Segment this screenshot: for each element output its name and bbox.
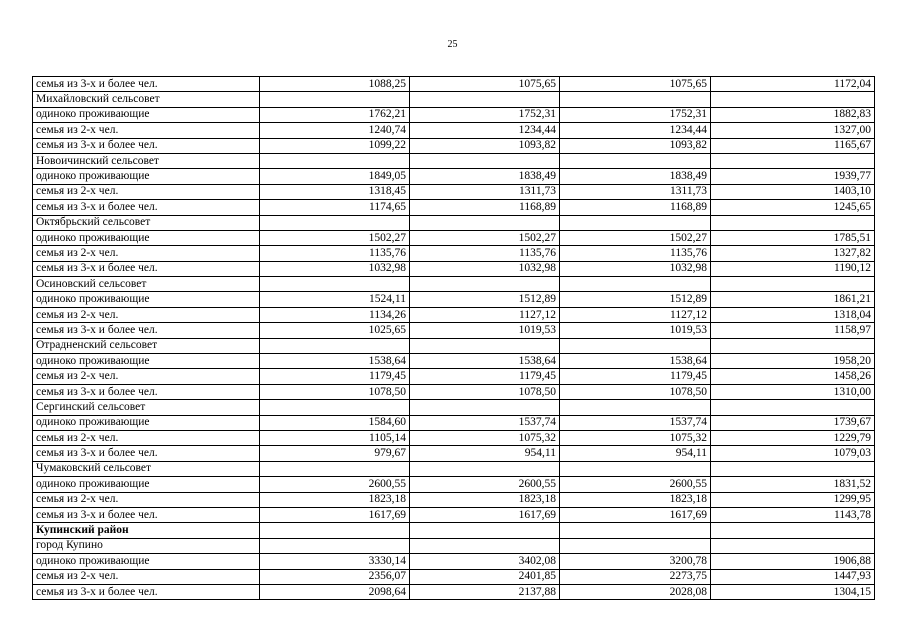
table-row [33, 415, 875, 430]
value-cell-4 [711, 461, 875, 476]
value-cell-3: 1019,53 [560, 323, 711, 338]
value-cell-2 [410, 153, 560, 168]
value-cell-1 [260, 277, 410, 292]
value-cell-2 [410, 338, 560, 353]
table-row [33, 584, 875, 599]
row-label: семья из 3-х и более чел. [33, 384, 260, 399]
value-cell-4 [711, 153, 875, 168]
value-cell-4 [711, 523, 875, 538]
row-label: семья из 3-х и более чел. [33, 200, 260, 215]
district-heading-row [33, 523, 875, 538]
row-label: одиноко проживающие [33, 230, 260, 245]
value-cell-3: 1838,49 [560, 169, 711, 184]
row-label: семья из 3-х и более чел. [33, 446, 260, 461]
value-cell-2: 1135,76 [410, 246, 560, 261]
value-cell-2: 1019,53 [410, 323, 560, 338]
value-cell-4: 1882,83 [711, 107, 875, 122]
value-cell-3: 1234,44 [560, 123, 711, 138]
value-cell-2: 1075,32 [410, 430, 560, 445]
row-label: семья из 3-х и более чел. [33, 507, 260, 522]
value-cell-4: 1906,88 [711, 554, 875, 569]
section-name: Чумаковский сельсовет [33, 461, 260, 476]
section-heading-row [33, 461, 875, 476]
row-label: одиноко проживающие [33, 477, 260, 492]
row-label: семья из 2-х чел. [33, 184, 260, 199]
value-cell-1: 2098,64 [260, 584, 410, 599]
table-row [33, 430, 875, 445]
value-cell-3: 1078,50 [560, 384, 711, 399]
value-cell-1: 2600,55 [260, 477, 410, 492]
value-cell-2 [410, 538, 560, 553]
table-row [33, 230, 875, 245]
table-row [33, 384, 875, 399]
value-cell-3: 2028,08 [560, 584, 711, 599]
value-cell-3: 1512,89 [560, 292, 711, 307]
value-cell-2 [410, 461, 560, 476]
value-cell-2: 1823,18 [410, 492, 560, 507]
value-cell-1: 1823,18 [260, 492, 410, 507]
value-cell-4: 1190,12 [711, 261, 875, 276]
value-cell-3: 1502,27 [560, 230, 711, 245]
value-cell-3 [560, 215, 711, 230]
table-row [33, 169, 875, 184]
value-cell-2: 954,11 [410, 446, 560, 461]
value-cell-4: 1327,82 [711, 246, 875, 261]
section-heading-row [33, 277, 875, 292]
value-cell-1: 1099,22 [260, 138, 410, 153]
section-name: Октябрьский сельсовет [33, 215, 260, 230]
value-cell-4: 1447,93 [711, 569, 875, 584]
cost-table [32, 76, 875, 600]
value-cell-1: 1105,14 [260, 430, 410, 445]
value-cell-4: 1939,77 [711, 169, 875, 184]
value-cell-3: 1538,64 [560, 354, 711, 369]
value-cell-4: 1079,03 [711, 446, 875, 461]
value-cell-3: 1311,73 [560, 184, 711, 199]
value-cell-1: 2356,07 [260, 569, 410, 584]
table-row [33, 123, 875, 138]
section-heading-row [33, 215, 875, 230]
table-row [33, 246, 875, 261]
table-row [33, 354, 875, 369]
value-cell-2 [410, 400, 560, 415]
value-cell-3: 1823,18 [560, 492, 711, 507]
value-cell-2: 1234,44 [410, 123, 560, 138]
row-label: одиноко проживающие [33, 107, 260, 122]
value-cell-1 [260, 538, 410, 553]
value-cell-1: 1524,11 [260, 292, 410, 307]
value-cell-3 [560, 92, 711, 107]
value-cell-4: 1739,67 [711, 415, 875, 430]
value-cell-1: 1078,50 [260, 384, 410, 399]
value-cell-3 [560, 338, 711, 353]
value-cell-2: 1179,45 [410, 369, 560, 384]
value-cell-3: 1537,74 [560, 415, 711, 430]
value-cell-4: 1785,51 [711, 230, 875, 245]
value-cell-2: 2401,85 [410, 569, 560, 584]
value-cell-2: 2600,55 [410, 477, 560, 492]
value-cell-1 [260, 400, 410, 415]
section-heading-row [33, 538, 875, 553]
value-cell-4 [711, 277, 875, 292]
value-cell-3: 954,11 [560, 446, 711, 461]
value-cell-3 [560, 400, 711, 415]
value-cell-4: 1310,00 [711, 384, 875, 399]
value-cell-1 [260, 215, 410, 230]
table-row [33, 307, 875, 322]
row-label: семья из 3-х и более чел. [33, 138, 260, 153]
section-name: Осиновский сельсовет [33, 277, 260, 292]
value-cell-3: 1179,45 [560, 369, 711, 384]
value-cell-3 [560, 523, 711, 538]
value-cell-2: 1311,73 [410, 184, 560, 199]
table-row [33, 477, 875, 492]
value-cell-4: 1403,10 [711, 184, 875, 199]
value-cell-1: 1240,74 [260, 123, 410, 138]
value-cell-1 [260, 523, 410, 538]
value-cell-2 [410, 277, 560, 292]
value-cell-4: 1245,65 [711, 200, 875, 215]
value-cell-1: 1584,60 [260, 415, 410, 430]
value-cell-1 [260, 338, 410, 353]
value-cell-1: 1502,27 [260, 230, 410, 245]
value-cell-1: 3330,14 [260, 554, 410, 569]
row-label: семья из 2-х чел. [33, 430, 260, 445]
table-row [33, 184, 875, 199]
value-cell-1 [260, 153, 410, 168]
value-cell-2: 1537,74 [410, 415, 560, 430]
value-cell-3: 1127,12 [560, 307, 711, 322]
value-cell-3: 1075,32 [560, 430, 711, 445]
value-cell-3: 1617,69 [560, 507, 711, 522]
value-cell-1 [260, 461, 410, 476]
row-label: семья из 3-х и более чел. [33, 323, 260, 338]
section-heading-row [33, 338, 875, 353]
section-name: Михайловский сельсовет [33, 92, 260, 107]
section-name: Отрадненский сельсовет [33, 338, 260, 353]
value-cell-1: 1617,69 [260, 507, 410, 522]
value-cell-1: 979,67 [260, 446, 410, 461]
section-name: Новоичинский сельсовет [33, 153, 260, 168]
value-cell-3: 2600,55 [560, 477, 711, 492]
row-label: одиноко проживающие [33, 554, 260, 569]
row-label: семья из 2-х чел. [33, 492, 260, 507]
value-cell-1: 1135,76 [260, 246, 410, 261]
value-cell-2: 1127,12 [410, 307, 560, 322]
row-label: одиноко проживающие [33, 415, 260, 430]
value-cell-1: 1538,64 [260, 354, 410, 369]
value-cell-3: 1075,65 [560, 77, 711, 92]
section-name: Сергинский сельсовет [33, 400, 260, 415]
value-cell-4: 1318,04 [711, 307, 875, 322]
value-cell-4 [711, 92, 875, 107]
value-cell-3 [560, 538, 711, 553]
value-cell-4: 1861,21 [711, 292, 875, 307]
value-cell-4: 1958,20 [711, 354, 875, 369]
table-row [33, 446, 875, 461]
value-cell-4: 1165,67 [711, 138, 875, 153]
value-cell-2: 1752,31 [410, 107, 560, 122]
row-label: одиноко проживающие [33, 169, 260, 184]
value-cell-2: 1838,49 [410, 169, 560, 184]
value-cell-1: 1025,65 [260, 323, 410, 338]
value-cell-4 [711, 400, 875, 415]
value-cell-2: 1538,64 [410, 354, 560, 369]
row-label: одиноко проживающие [33, 292, 260, 307]
value-cell-4: 1172,04 [711, 77, 875, 92]
value-cell-1: 1174,65 [260, 200, 410, 215]
table-row [33, 292, 875, 307]
value-cell-4: 1831,52 [711, 477, 875, 492]
row-label: семья из 2-х чел. [33, 369, 260, 384]
row-label: семья из 2-х чел. [33, 569, 260, 584]
value-cell-1: 1318,45 [260, 184, 410, 199]
value-cell-2: 1168,89 [410, 200, 560, 215]
value-cell-1 [260, 92, 410, 107]
section-heading-row [33, 400, 875, 415]
value-cell-3: 1135,76 [560, 246, 711, 261]
value-cell-4: 1143,78 [711, 507, 875, 522]
value-cell-2: 1512,89 [410, 292, 560, 307]
value-cell-4: 1327,00 [711, 123, 875, 138]
value-cell-2: 3402,08 [410, 554, 560, 569]
value-cell-3 [560, 461, 711, 476]
value-cell-4 [711, 338, 875, 353]
value-cell-4: 1304,15 [711, 584, 875, 599]
value-cell-4 [711, 538, 875, 553]
value-cell-3: 1093,82 [560, 138, 711, 153]
table-row [33, 138, 875, 153]
table-row [33, 77, 875, 92]
value-cell-4: 1299,95 [711, 492, 875, 507]
row-label: семья из 3-х и более чел. [33, 261, 260, 276]
district-name: Купинский район [33, 523, 260, 538]
value-cell-1: 1134,26 [260, 307, 410, 322]
value-cell-1: 1179,45 [260, 369, 410, 384]
value-cell-3 [560, 277, 711, 292]
table-body [33, 77, 875, 600]
section-heading-row [33, 92, 875, 107]
table-row [33, 554, 875, 569]
row-label: семья из 3-х и более чел. [33, 584, 260, 599]
value-cell-1: 1032,98 [260, 261, 410, 276]
value-cell-2: 1032,98 [410, 261, 560, 276]
table-row [33, 323, 875, 338]
value-cell-2: 2137,88 [410, 584, 560, 599]
value-cell-1: 1762,21 [260, 107, 410, 122]
row-label: семья из 2-х чел. [33, 307, 260, 322]
table-row [33, 200, 875, 215]
table-row [33, 492, 875, 507]
value-cell-3: 3200,78 [560, 554, 711, 569]
value-cell-2 [410, 92, 560, 107]
value-cell-4: 1458,26 [711, 369, 875, 384]
value-cell-3: 1752,31 [560, 107, 711, 122]
value-cell-2: 1093,82 [410, 138, 560, 153]
table-row [33, 369, 875, 384]
table-row [33, 107, 875, 122]
table-row [33, 261, 875, 276]
value-cell-2: 1502,27 [410, 230, 560, 245]
value-cell-1: 1849,05 [260, 169, 410, 184]
table-row [33, 507, 875, 522]
value-cell-2: 1078,50 [410, 384, 560, 399]
value-cell-3: 2273,75 [560, 569, 711, 584]
value-cell-3 [560, 153, 711, 168]
page-number: 25 [447, 39, 458, 50]
row-label: одиноко проживающие [33, 354, 260, 369]
value-cell-4: 1158,97 [711, 323, 875, 338]
table-row [33, 569, 875, 584]
value-cell-2 [410, 215, 560, 230]
row-label: семья из 2-х чел. [33, 123, 260, 138]
value-cell-2: 1617,69 [410, 507, 560, 522]
value-cell-2 [410, 523, 560, 538]
section-name: город Купино [33, 538, 260, 553]
value-cell-4 [711, 215, 875, 230]
value-cell-2: 1075,65 [410, 77, 560, 92]
value-cell-4: 1229,79 [711, 430, 875, 445]
value-cell-3: 1032,98 [560, 261, 711, 276]
value-cell-1: 1088,25 [260, 77, 410, 92]
value-cell-3: 1168,89 [560, 200, 711, 215]
row-label: семья из 3-х и более чел. [33, 77, 260, 92]
row-label: семья из 2-х чел. [33, 246, 260, 261]
section-heading-row [33, 153, 875, 168]
